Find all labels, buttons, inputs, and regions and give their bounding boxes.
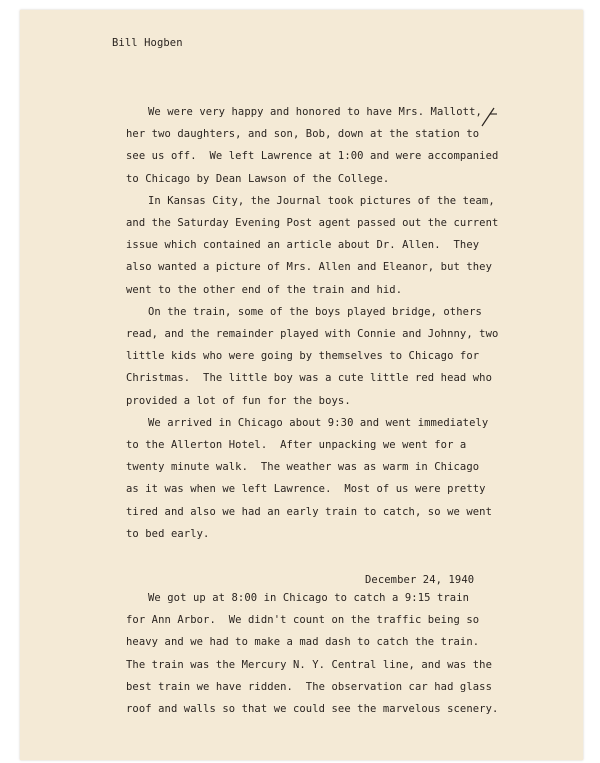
handwritten-correction-mark bbox=[480, 106, 498, 128]
date-heading: December 24, 1940 bbox=[365, 574, 475, 586]
text-line: issue which contained an article about Dr. Allen. They bbox=[126, 239, 480, 252]
text-line: and the Saturday Evening Post agent passed out the current bbox=[126, 217, 499, 229]
text-line: twenty minute walk. The weather was as warm in Chicago bbox=[126, 461, 480, 474]
text-line: for Ann Arbor. We didn't count on the traffic being so bbox=[126, 614, 480, 627]
text-line: little kids who were going by themselves to Chicago for bbox=[126, 350, 480, 363]
text-line: heavy and we had to make a mad dash to catch the train. bbox=[126, 636, 480, 649]
text-line: We arrived in Chicago about 9:30 and went immediately bbox=[148, 416, 489, 429]
text-line: also wanted a picture of Mrs. Allen and Eleanor, but they bbox=[126, 261, 493, 274]
text-line: On the train, some of the boys played bridge, others bbox=[148, 305, 482, 318]
typed-page bbox=[20, 10, 583, 760]
text-line: best train we have ridden. The observation car had glass bbox=[126, 680, 493, 693]
text-line: to bed early. bbox=[126, 527, 210, 540]
text-line: tired and also we had an early train to catch, so we went bbox=[126, 505, 493, 518]
text-line: In Kansas City, the Journal took pictures of the team, bbox=[148, 194, 495, 207]
text-line: We were very happy and honored to have Mrs. Mallott, bbox=[148, 106, 482, 118]
text-line: as it was when we left Lawrence. Most of us were pretty bbox=[126, 483, 486, 496]
text-line: The train was the Mercury N. Y. Central line, and was the bbox=[126, 658, 493, 671]
text-line: to the Allerton Hotel. After unpacking we went for a bbox=[126, 439, 467, 451]
text-line: see us off. We left Lawrence at 1:00 and were accompanied bbox=[126, 150, 499, 163]
text-line: her two daughters, and son, Bob, down at the station to bbox=[126, 128, 480, 141]
text-line: read, and the remainder played with Connie and Johnny, two bbox=[126, 328, 499, 340]
author-name: Bill Hogben bbox=[112, 37, 183, 49]
text-line: went to the other end of the train and hid. bbox=[126, 283, 403, 296]
text-line: to Chicago by Dean Lawson of the College. bbox=[126, 172, 390, 185]
text-line: provided a lot of fun for the boys. bbox=[126, 394, 351, 407]
text-line: roof and walls so that we could see the marvelous scenery. bbox=[126, 703, 499, 715]
text-line: Christmas. The little boy was a cute little red head who bbox=[126, 372, 493, 385]
text-line: We got up at 8:00 in Chicago to catch a 9:15 train bbox=[148, 592, 470, 604]
